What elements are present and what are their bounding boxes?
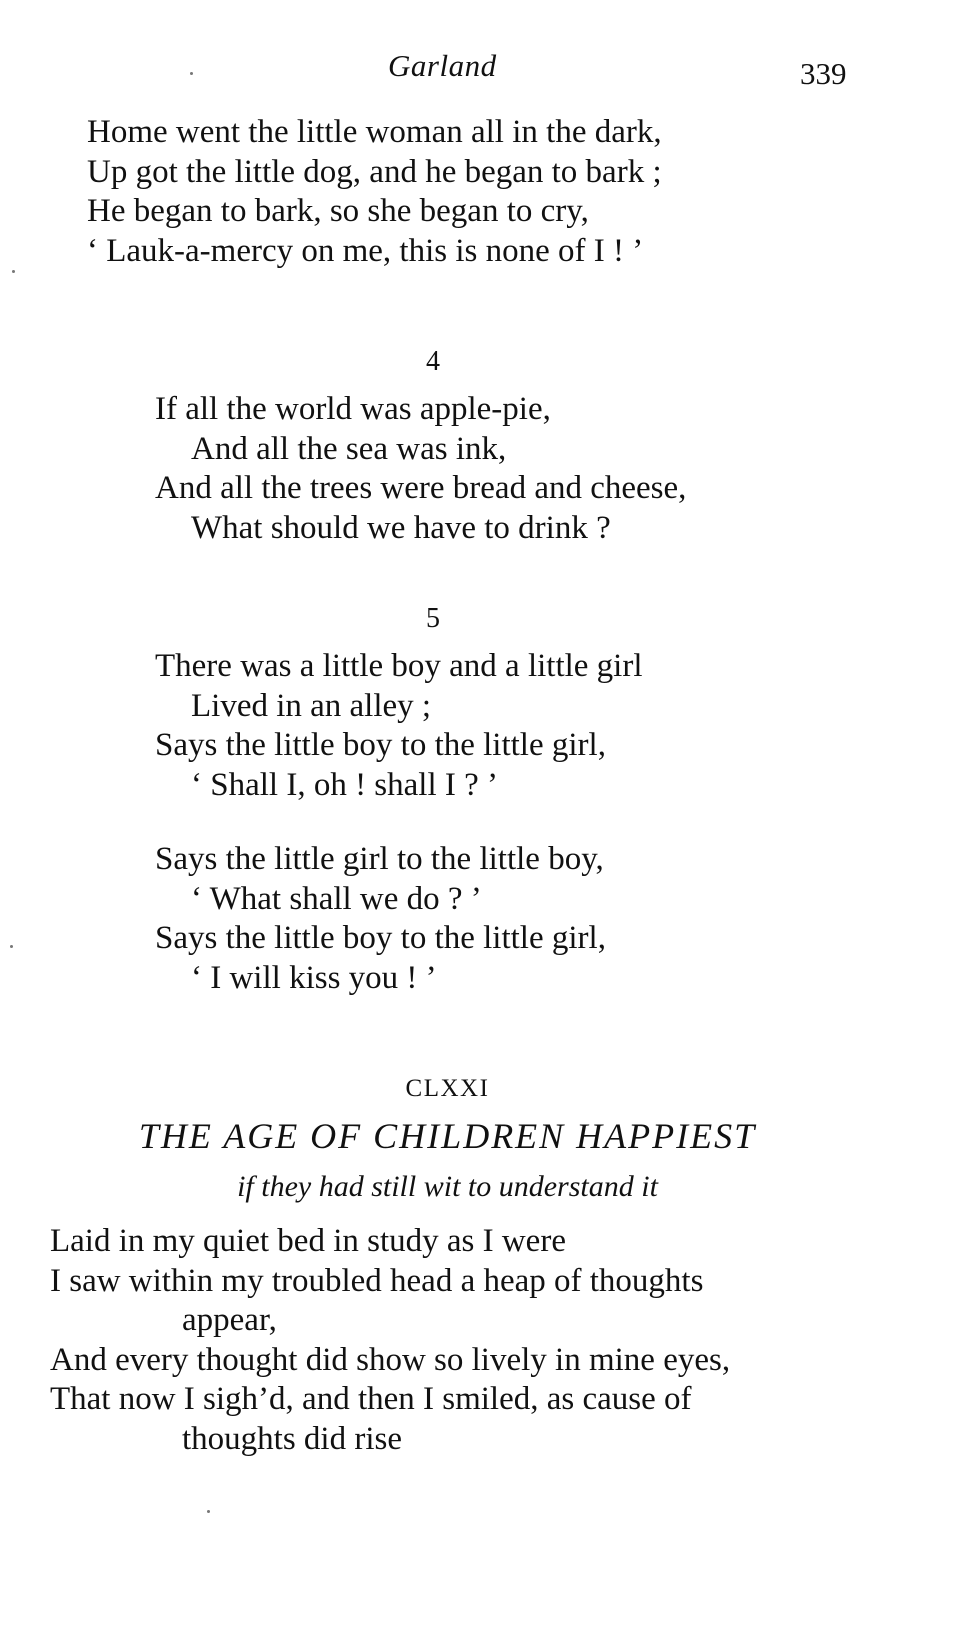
poem-title: THE AGE OF CHILDREN HAPPIEST (138, 1116, 757, 1156)
page-number: 339 (800, 56, 847, 91)
verse-line: ‘ I will kiss you ! ’ (191, 959, 437, 996)
verse-line: There was a little boy and a little girl (155, 648, 643, 684)
verse-line: Laid in my quiet bed in study as I were (50, 1223, 566, 1259)
verse-line: I saw within my troubled head a heap of thoughts (50, 1262, 704, 1299)
verse-line: ‘ Lauk-a-mercy on me, this is none of I ! ’ (87, 232, 644, 269)
poem-subtitle: if they had still wit to understand it (237, 1170, 658, 1203)
section-number-4: 4 (426, 346, 440, 377)
poem-number: CLXXI (405, 1075, 490, 1102)
verse-line: He began to bark, so she began to cry, (87, 193, 589, 229)
verse-line: ‘ What shall we do ? ’ (191, 880, 482, 917)
verse-line-continuation: thoughts did rise (182, 1420, 402, 1457)
scan-speck (190, 72, 193, 75)
verse-line: Up got the little dog, and he began to bark ; (87, 153, 662, 190)
section-3-tail-stanza (87, 113, 662, 271)
section-4-stanza (155, 390, 686, 548)
scan-speck (10, 945, 13, 948)
verse-line: Says the little girl to the little boy, (155, 841, 604, 877)
verse-line: Says the little boy to the little girl, (155, 920, 606, 956)
section-5-stanza-1 (155, 647, 643, 805)
running-head (0, 48, 965, 91)
verse-line: ‘ Shall I, oh ! shall I ? ’ (191, 766, 499, 803)
running-title: Garland (388, 48, 497, 83)
verse-line: And every thought did show so lively in mine eyes, (50, 1341, 731, 1378)
verse-line: Says the little boy to the little girl, (155, 727, 606, 763)
verse-line: If all the world was apple-pie, (155, 391, 551, 427)
section-5-stanza-2 (155, 840, 606, 998)
verse-line: And all the sea was ink, (191, 430, 507, 467)
verse-line: And all the trees were bread and cheese, (155, 470, 687, 506)
scan-speck (207, 1510, 210, 1513)
poem-clxxi-stanza (50, 1222, 730, 1459)
verse-line: Lived in an alley ; (191, 687, 432, 724)
verse-line: That now I sigh’d, and then I smiled, as cause of (50, 1381, 692, 1417)
verse-line: Home went the little woman all in the dark, (87, 114, 662, 150)
scan-speck (12, 270, 15, 273)
section-number-5: 5 (426, 603, 440, 634)
verse-line-continuation: appear, (182, 1302, 277, 1338)
verse-line: What should we have to drink ? (191, 509, 611, 546)
